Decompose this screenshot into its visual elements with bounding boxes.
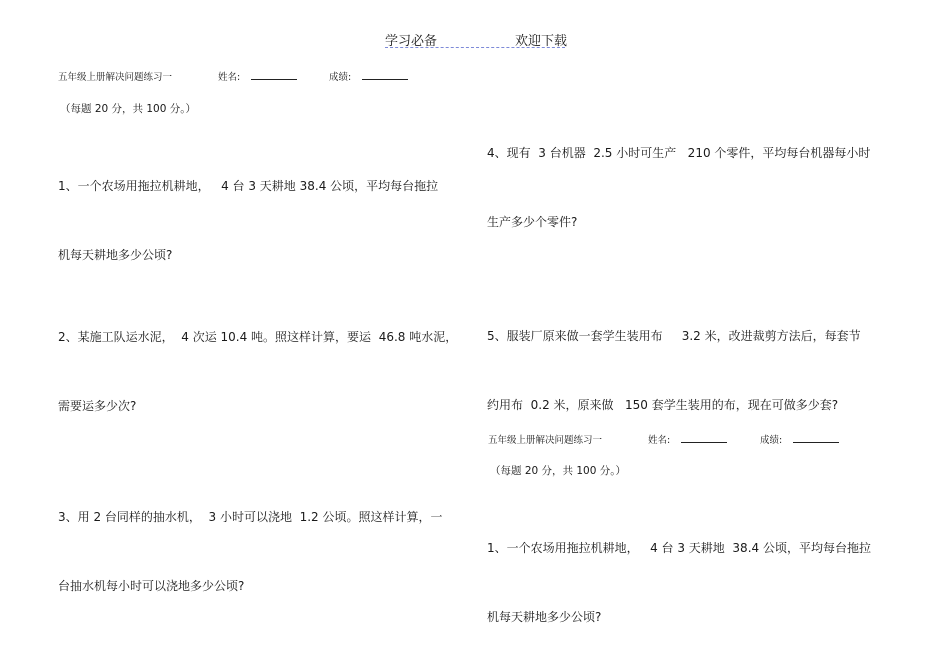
question-line: 生产多少个零件? [487,215,578,229]
header-right-text: 欢迎下载 [515,34,568,49]
score-field-2 [760,432,839,446]
name-label: 姓名: [648,435,671,446]
question-line: 台抽水机每小时可以浇地多少公顷? [58,579,245,593]
question-line: 机每天耕地多少公顷? [58,248,173,262]
question-line: 1、一个农场用拖拉机耕地， 4 台 3 天耕地 38.4 公顷，平均每台拖拉 [487,541,871,555]
question-line: 4、现有 3 台机器 2.5 小时可生产 210 个零件，平均每台机器每小时 [487,146,871,160]
name-field [218,69,297,83]
score-label: 成绩: [760,435,783,446]
name-blank [681,432,727,443]
name-label: 姓名: [218,72,241,83]
question-line: 机每天耕地多少公顷? [487,610,602,624]
score-note-2: （每题 20 分，共 100 分。） [490,465,627,477]
score-blank [362,69,408,80]
question-5 [487,279,861,440]
question-4 [487,96,870,257]
score-label: 成绩: [329,72,352,83]
score-note: （每题 20 分，共 100 分。） [60,103,197,115]
question-line: 2、某施工队运水泥， 4 次运 10.4 吨。照这样计算，要运 46.8 吨水泥， [58,330,458,344]
question-1-repeat [487,491,871,652]
question-line: 5、服装厂原来做一套学生装用布 3.2 米，改进裁剪方法后，每套节 [487,329,861,343]
question-line: 3、用 2 台同样的抽水机， 3 小时可以浇地 1.2 公顷。照这样计算，一 [58,510,443,524]
score-field [329,69,408,83]
question-line: 约用布 0.2 米，原来做 150 套学生装用的布，现在可做多少套? [487,398,839,412]
question-2 [58,280,457,441]
score-blank [793,432,839,443]
question-line: 需要运多少次? [58,399,137,413]
question-1 [58,129,438,290]
header-divider [385,47,565,48]
question-line: 1、一个农场用拖拉机耕地， 4 台 3 天耕地 38.4 公顷，平均每台拖拉 [58,179,439,193]
worksheet-title-2: 五年级上册解决问题练习一 [488,435,603,446]
name-blank [251,69,297,80]
question-3 [58,460,443,621]
header-left-text: 学习必备 [385,34,438,49]
name-field-2 [648,432,727,446]
worksheet-title: 五年级上册解决问题练习一 [58,72,173,83]
